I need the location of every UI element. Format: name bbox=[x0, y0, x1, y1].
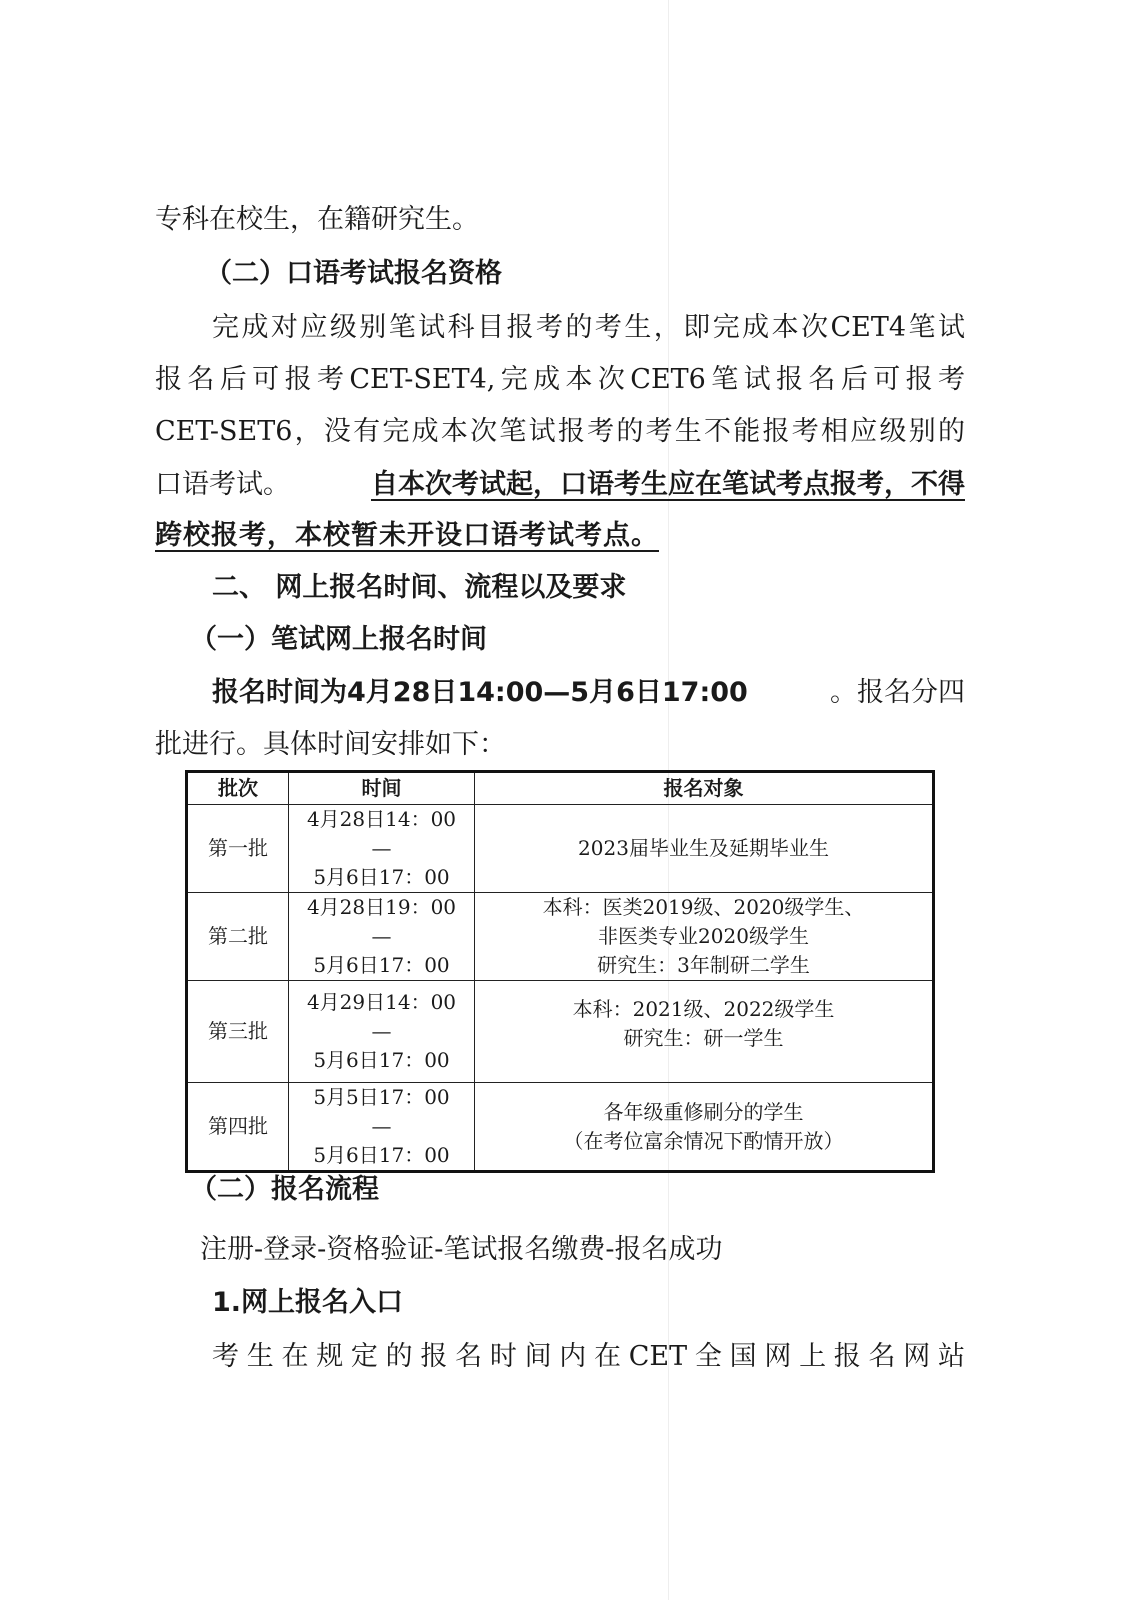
target-cell bbox=[475, 805, 934, 893]
text-segment: 口语考试。 bbox=[155, 469, 290, 500]
target-cell bbox=[475, 1083, 934, 1172]
text-segment: 。报名分四 bbox=[830, 677, 965, 708]
section-heading-time: （一）笔试网上报名时间 bbox=[190, 624, 487, 655]
target-line: 研究生：研一学生 bbox=[623, 1026, 784, 1050]
target-line: 非医类专业2020级学生 bbox=[598, 924, 809, 948]
text-line: 考生在规定的报名时间内在CET全国网上报名网站 bbox=[212, 1341, 965, 1372]
dash: — bbox=[371, 924, 392, 948]
table-header-row bbox=[187, 772, 934, 805]
registration-time: 报名时间为4月28日14:00—5月6日17:00 bbox=[212, 677, 748, 708]
target-line: 本科：医类2019级、2020级学生、 bbox=[542, 895, 865, 919]
end-time: 5月6日17：00 bbox=[313, 1048, 450, 1072]
section-heading-entry: 1.网上报名入口 bbox=[212, 1287, 404, 1318]
text-line: 批进行。具体时间安排如下： bbox=[155, 729, 506, 760]
dash: — bbox=[371, 1114, 392, 1138]
end-time: 5月6日17：00 bbox=[313, 1143, 450, 1167]
header-time: 时间 bbox=[289, 772, 475, 805]
time-cell bbox=[289, 805, 475, 893]
text-line bbox=[155, 467, 965, 503]
batch-cell: 第四批 bbox=[187, 1083, 289, 1172]
target-line: 各年级重修刷分的学生 bbox=[603, 1099, 804, 1124]
start-time: 5月5日17：00 bbox=[313, 1085, 450, 1109]
table-row bbox=[187, 893, 934, 981]
flow-text: 注册-登录-资格验证-笔试报名缴费-报名成功 bbox=[200, 1234, 723, 1265]
text-line: CET-SET6，没有完成本次笔试报考的考生不能报考相应级别的 bbox=[155, 416, 965, 447]
end-time: 5月6日17：00 bbox=[313, 953, 450, 977]
batch-cell: 第三批 bbox=[187, 981, 289, 1083]
start-time: 4月29日14：00 bbox=[306, 990, 457, 1014]
batch-cell: 第二批 bbox=[187, 893, 289, 981]
schedule-table bbox=[185, 770, 935, 1173]
batch-cell: 第一批 bbox=[187, 805, 289, 893]
start-time: 4月28日19：00 bbox=[306, 895, 457, 919]
time-cell bbox=[289, 1083, 475, 1172]
text-line: 专科在校生，在籍研究生。 bbox=[155, 204, 479, 235]
target-cell bbox=[475, 893, 934, 981]
end-time: 5月6日17：00 bbox=[313, 865, 450, 889]
emphasis-text: 自本次考试起，口语考生应在笔试考点报考，不得 bbox=[371, 469, 965, 500]
start-time: 4月28日14：00 bbox=[306, 807, 457, 831]
table-row bbox=[187, 805, 934, 893]
section-heading-oral: （二）口语考试报名资格 bbox=[205, 258, 502, 289]
text-line: 完成对应级别笔试科目报考的考生，即完成本次CET4笔试 bbox=[212, 312, 965, 343]
dash: — bbox=[371, 836, 392, 860]
text-line bbox=[212, 675, 965, 711]
table-row bbox=[187, 1083, 934, 1172]
target-line: 2023届毕业生及延期毕业生 bbox=[578, 836, 829, 860]
time-cell bbox=[289, 981, 475, 1083]
target-line: 研究生：3年制研二学生 bbox=[597, 953, 810, 977]
text-line: 报名后可报考CET-SET4,完成本次CET6笔试报名后可报考 bbox=[155, 364, 965, 395]
table-row bbox=[187, 981, 934, 1083]
target-line: （在考位富余情况下酌情开放） bbox=[563, 1128, 844, 1153]
time-cell bbox=[289, 893, 475, 981]
emphasis-text: 跨校报考，本校暂未开设口语考试考点。 bbox=[155, 520, 659, 551]
header-target: 报名对象 bbox=[475, 772, 934, 805]
target-cell bbox=[475, 981, 934, 1083]
target-line: 本科：2021级、2022级学生 bbox=[572, 997, 835, 1021]
section-heading-flow: （二）报名流程 bbox=[190, 1174, 379, 1205]
dash: — bbox=[371, 1019, 392, 1043]
section-heading-2: 二、 网上报名时间、流程以及要求 bbox=[212, 572, 627, 603]
header-batch: 批次 bbox=[187, 772, 289, 805]
